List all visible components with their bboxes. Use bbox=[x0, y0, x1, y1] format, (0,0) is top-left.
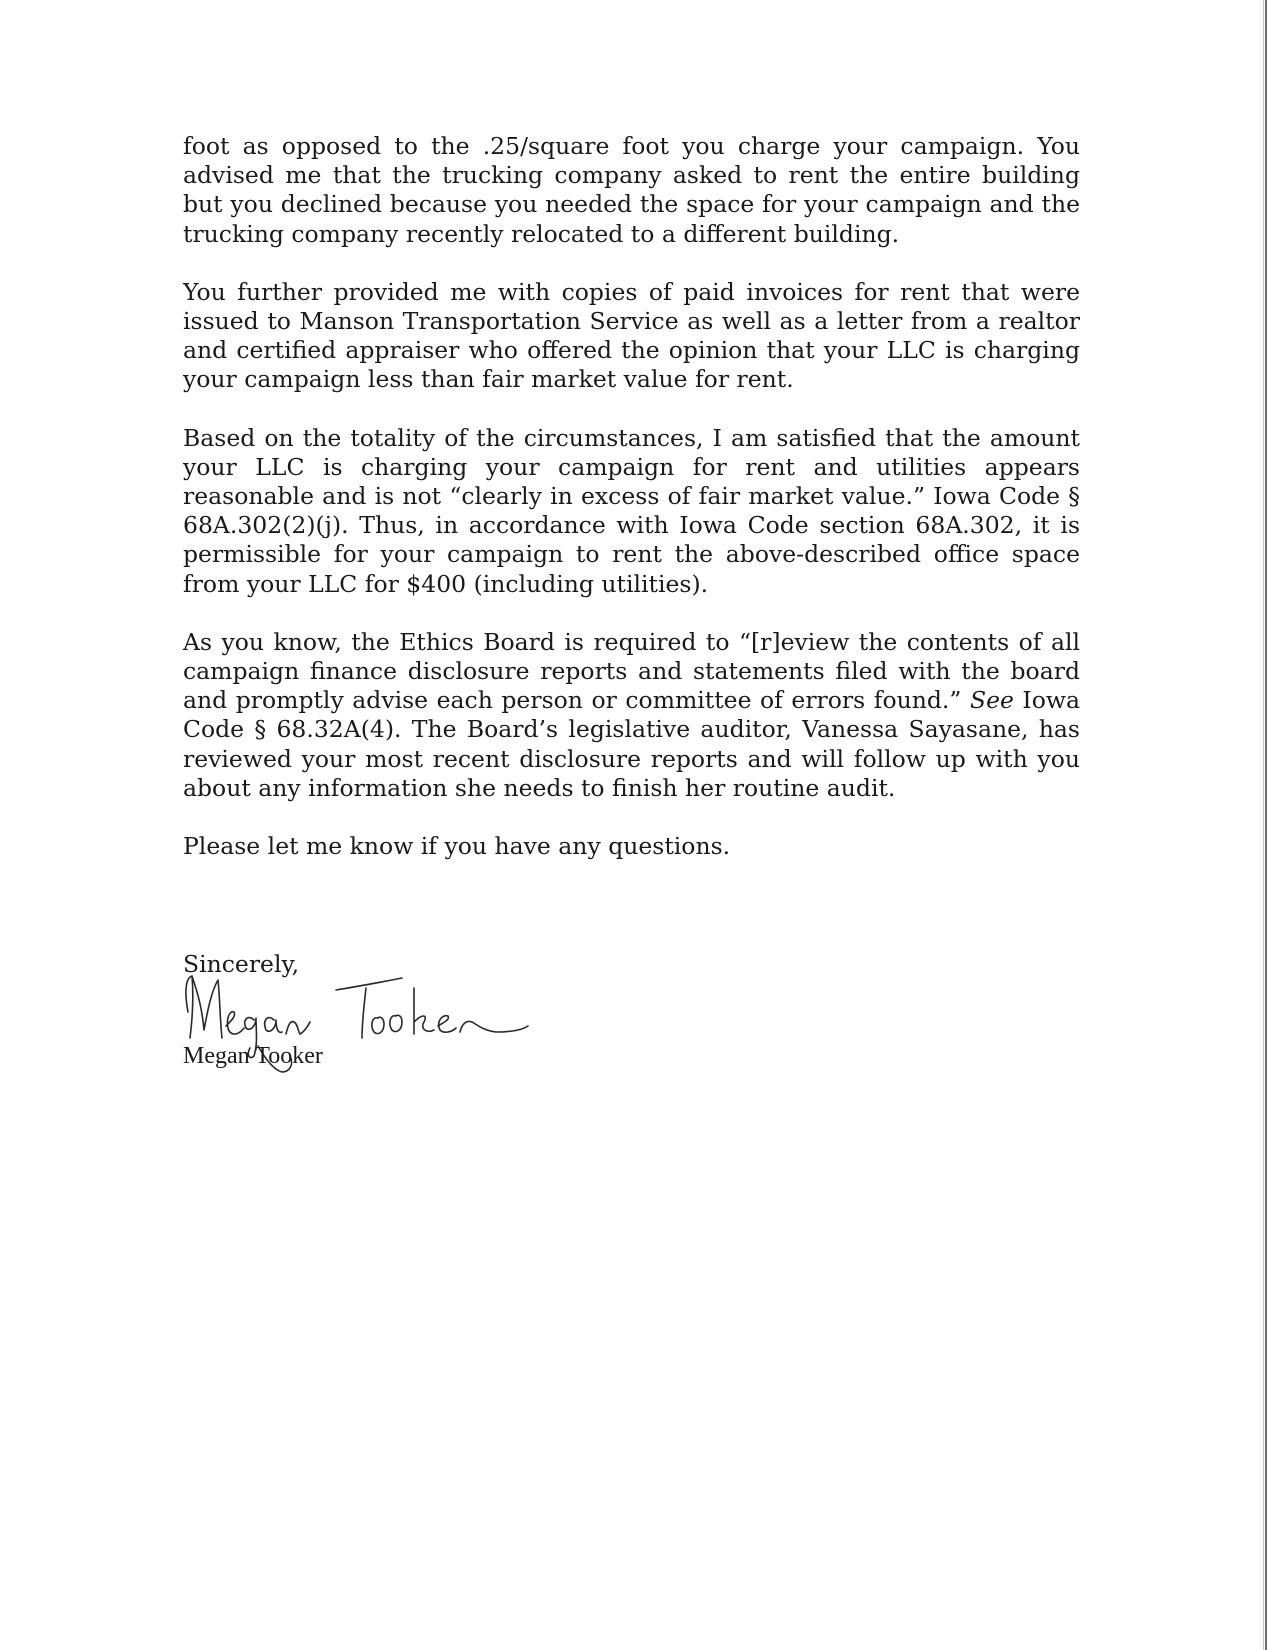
closing-line: Please let me know if you have any questions. bbox=[183, 832, 731, 861]
sign-off: Sincerely, bbox=[183, 950, 300, 978]
signer-name: Megan Tooker bbox=[183, 1043, 323, 1069]
letter-body bbox=[183, 132, 1080, 919]
scan-edge-line bbox=[1265, 0, 1267, 1650]
see-citation-signal: See bbox=[969, 686, 1014, 715]
paragraph-ethics-board bbox=[183, 628, 1080, 803]
paragraph-invoices: You further provided me with copies of paid invoices for rent that were issued to Manson Transportation Service as well as a letter from a realtor and certified appraiser who offered the opinion that your LLC is charging your campaign less than fair market value for rent. bbox=[183, 277, 1080, 394]
paragraph-rental-comparison: foot as opposed to the .25/square foot you charge your campaign. You advised me that the trucking company asked to rent the entire building but you declined because you needed the space for your campaign and the trucking company recently relocated to a different building. bbox=[183, 132, 1080, 248]
scan-edge-shadow bbox=[1263, 0, 1264, 1650]
ethics-text-before: As you know, the Ethics Board is required to “[r]eview the contents of all campaign finance disclosure reports and statements filed with the board and promptly advise each person or committee of errors found.” bbox=[183, 627, 1080, 715]
paragraph-determination: Based on the totality of the circumstances, I am satisfied that the amount your LLC is charging your campaign for rent and utilities appears reasonable and is not “clearly in excess of fair market value.” Iowa Code § 68A.302(2)(j). Thus, in accordance with Iowa Code section 68A.302, it is permissible for your campaign to rent the above-described office space from your LLC for $400 (including utilities). bbox=[183, 423, 1080, 598]
ethics-text-after: Iowa Code § 68.32A(4). The Board’s legislative auditor, Vanessa Sayasane, has reviewed your most recent disclosure reports and will follow up with you about any information she needs to finish her routine audit. bbox=[183, 686, 1080, 802]
